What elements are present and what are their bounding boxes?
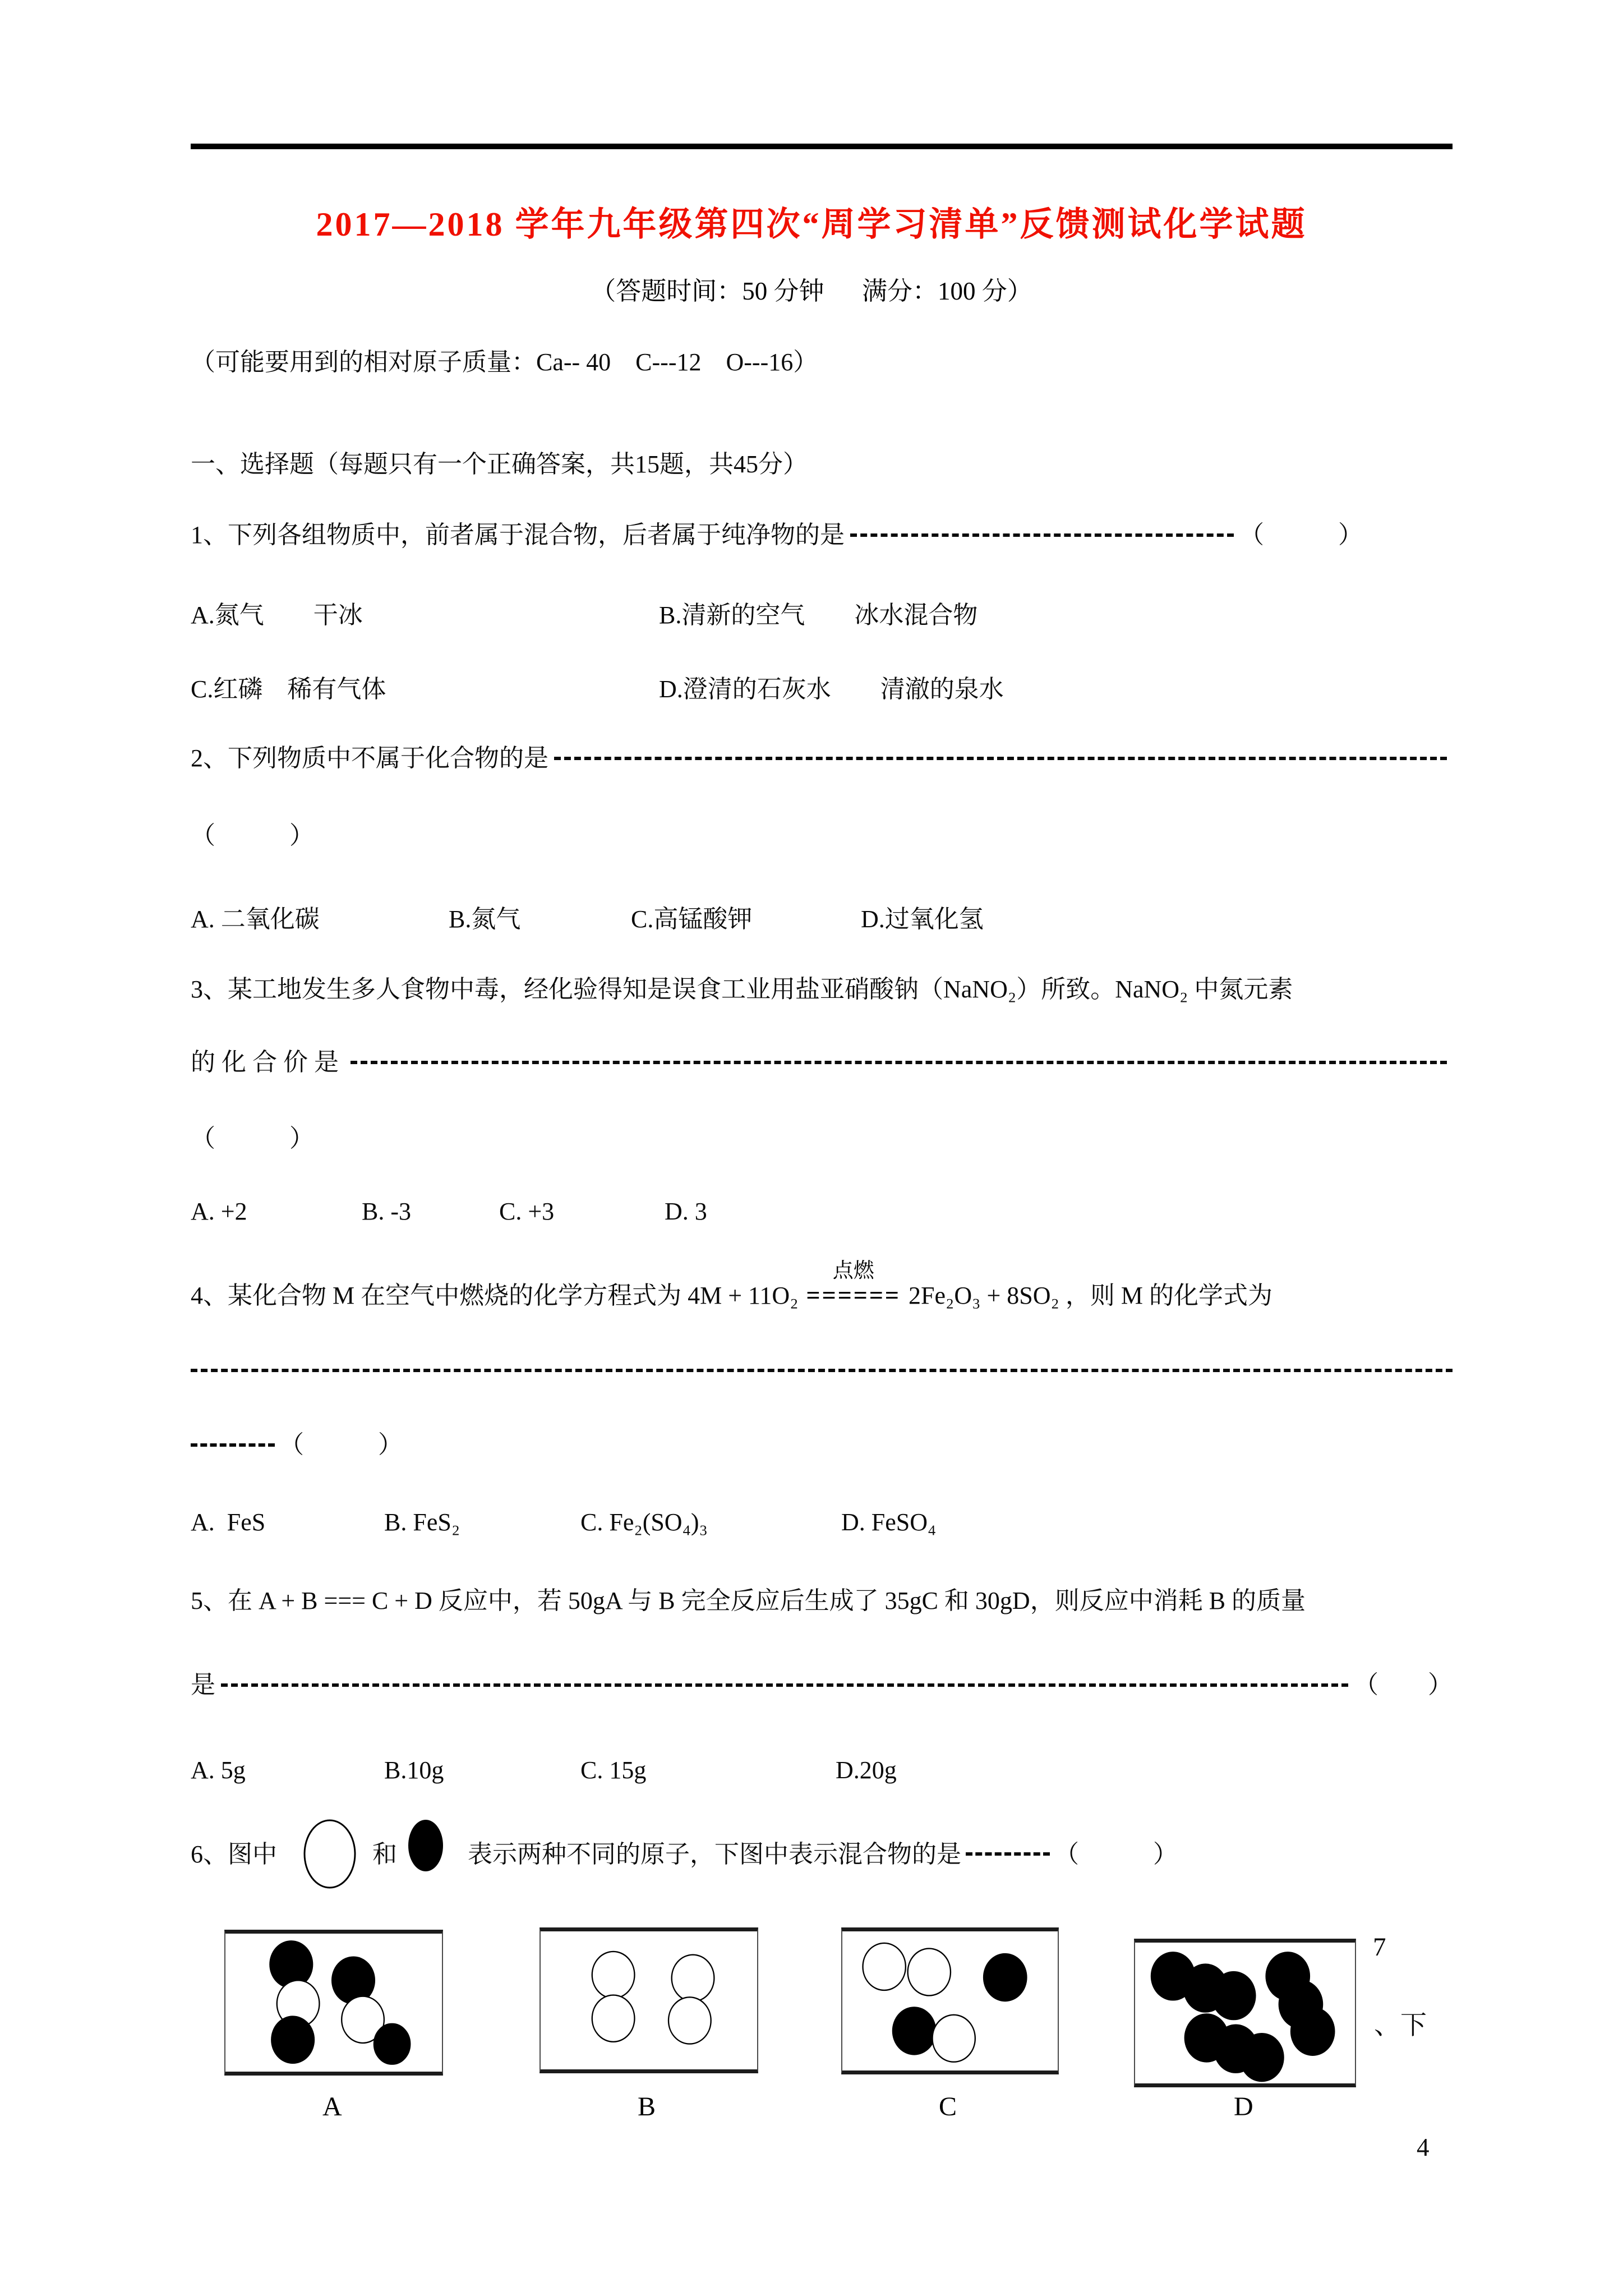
question-2-option-b: B.氮气: [449, 905, 521, 933]
question-3-option-c: C. +3: [499, 1198, 555, 1225]
question-2-answer-parens: （ ）: [191, 822, 314, 849]
question-3-answer-parens: （ ）: [191, 1125, 314, 1152]
question-1-option-c: C.红磷 稀有气体: [191, 675, 386, 703]
molecule-diagram-c: [842, 1931, 1058, 2070]
question-3-dash-line: [351, 1061, 1447, 1064]
question-3-stem-line-1: 3、某工地发生多人食物中毒，经化验得知是误食工业用盐亚硝酸钠（NaNO₂）所致。NaNO₂ 中氮元素: [191, 976, 1293, 1003]
question-3-option-a: A. +2: [191, 1198, 247, 1225]
equation-equals-sign: ======: [806, 1282, 901, 1309]
question-5-option-c: C. 15g: [580, 1756, 647, 1784]
question-1-options-row-1: [0, 595, 1623, 631]
question-1-answer-parens: （ ）: [1239, 521, 1363, 549]
box-label-d: D: [1234, 2092, 1253, 2122]
black-atom-icon: [406, 1818, 445, 1874]
question-4-stem-suffix: 2Fe₂O₃ + 8SO₂ ，则 M 的化学式为: [908, 1282, 1272, 1309]
question-1-option-a: A.氮气 干冰: [191, 601, 363, 629]
question-4-option-a: A. FeS: [191, 1508, 266, 1536]
top-rule: [191, 144, 1453, 149]
question-1-option-b: B.清新的空气 冰水混合物: [659, 601, 978, 629]
page-title: 2017—2018 学年九年级第四次“周学习清单”反馈测试化学试题: [316, 206, 1307, 243]
question-3-options-row: [0, 1197, 1623, 1233]
atomic-masses-note: （可能要用到的相对原子质量：Ca-- 40 C---12 O---16）: [191, 348, 818, 376]
question-2-dash-line: [554, 757, 1447, 760]
question-6-short-dash: [966, 1852, 1050, 1856]
molecule-diagram-a: [225, 1934, 442, 2072]
question-2-option-c: C.高锰酸钾: [631, 905, 753, 933]
molecule-diagram-d: [1135, 1943, 1355, 2083]
next-question-number: 7: [1373, 1932, 1386, 1962]
molecule-box-b: [540, 1927, 758, 2073]
box-label-b: B: [638, 2092, 656, 2122]
question-6-stem-suffix: 表示两种不同的原子，下图中表示混合物的是: [468, 1840, 961, 1868]
question-4-dash-row: [191, 1369, 1453, 1372]
question-4-option-b: B. FeS₂: [384, 1508, 460, 1536]
question-6-stem-row: [191, 1812, 1324, 1896]
question-2-stem-row: [191, 743, 1453, 774]
question-6-stem-prefix: 6、图中: [191, 1840, 277, 1868]
question-4-stem-prefix: 4、某化合物 M 在空气中燃烧的化学方程式为 4M + 11O₂: [191, 1282, 799, 1309]
question-6-conjunction: 和: [372, 1840, 397, 1868]
question-4-answer-row: [191, 1429, 527, 1460]
question-5-option-b: B.10g: [384, 1756, 444, 1784]
question-1-stem-row: [191, 519, 1363, 550]
question-4-stem-row: [191, 1259, 1537, 1311]
page-number: 4: [1417, 2133, 1430, 2161]
question-5-options-row: [0, 1756, 1623, 1792]
question-1-options-row-2: [0, 669, 1623, 705]
exam-subtitle: （答题时间：50 分钟 满分：100 分）: [591, 277, 1032, 305]
question-4-answer-parens: （ ）: [279, 1431, 403, 1458]
question-6-answer-parens: （ ）: [1054, 1840, 1178, 1868]
ignite-condition-label: 点燃: [832, 1259, 874, 1282]
question-4-short-dash: [191, 1443, 275, 1447]
question-5-answer-parens: （ ）: [1354, 1671, 1453, 1699]
question-3-stem-line-2-row: [191, 1047, 1453, 1078]
molecule-box-c: [841, 1927, 1059, 2074]
question-5-option-a: A. 5g: [191, 1756, 246, 1784]
question-5-stem: 5、在 A + B === C + D 反应中，若 50gA 与 B 完全反应后生成了 35gC 和 30gD，则反应中消耗 B 的质量: [191, 1587, 1306, 1614]
white-atom-icon: [302, 1818, 358, 1890]
question-2-option-d: D.过氧化氢: [861, 905, 984, 933]
section-heading: 一、选择题（每题只有一个正确答案，共15题，共45分）: [191, 450, 808, 478]
question-3-stem-line-2: 的 化 合 价 是: [191, 1048, 345, 1076]
question-5-option-d: D.20g: [836, 1756, 897, 1784]
molecule-box-d: [1134, 1939, 1356, 2087]
question-3-option-d: D. 3: [665, 1198, 707, 1225]
question-5-answer-row: [191, 1669, 1453, 1700]
question-3-option-b: B. -3: [362, 1198, 411, 1225]
molecule-box-a: [224, 1930, 443, 2076]
question-5-dash-line: [221, 1683, 1348, 1687]
box-label-c: C: [939, 2092, 957, 2122]
question-4-option-c: C. Fe₂(SO₄)₃: [580, 1508, 708, 1536]
molecule-diagram-b: [541, 1931, 757, 2069]
question-4-dash-line: [191, 1369, 1453, 1372]
question-1-option-d: D.澄清的石灰水 清澈的泉水: [659, 675, 1004, 703]
box-label-a: A: [322, 2092, 342, 2122]
question-4-option-d: D. FeSO₄: [841, 1508, 937, 1536]
question-2-options-row: [0, 899, 1623, 935]
question-2-stem: 2、下列物质中不属于化合物的是: [191, 744, 548, 772]
question-4-options-row: [0, 1508, 1623, 1544]
question-1-stem: 1、下列各组物质中，前者属于混合物，后者属于纯净物的是: [191, 521, 845, 549]
equation-condition-stack: [806, 1259, 901, 1310]
question-2-option-a: A. 二氧化碳: [191, 905, 320, 933]
question-1-dash-line: [850, 533, 1234, 537]
next-question-wrap-text: 、下: [1374, 2011, 1427, 2040]
question-5-stem-line-2: 是: [191, 1671, 215, 1699]
